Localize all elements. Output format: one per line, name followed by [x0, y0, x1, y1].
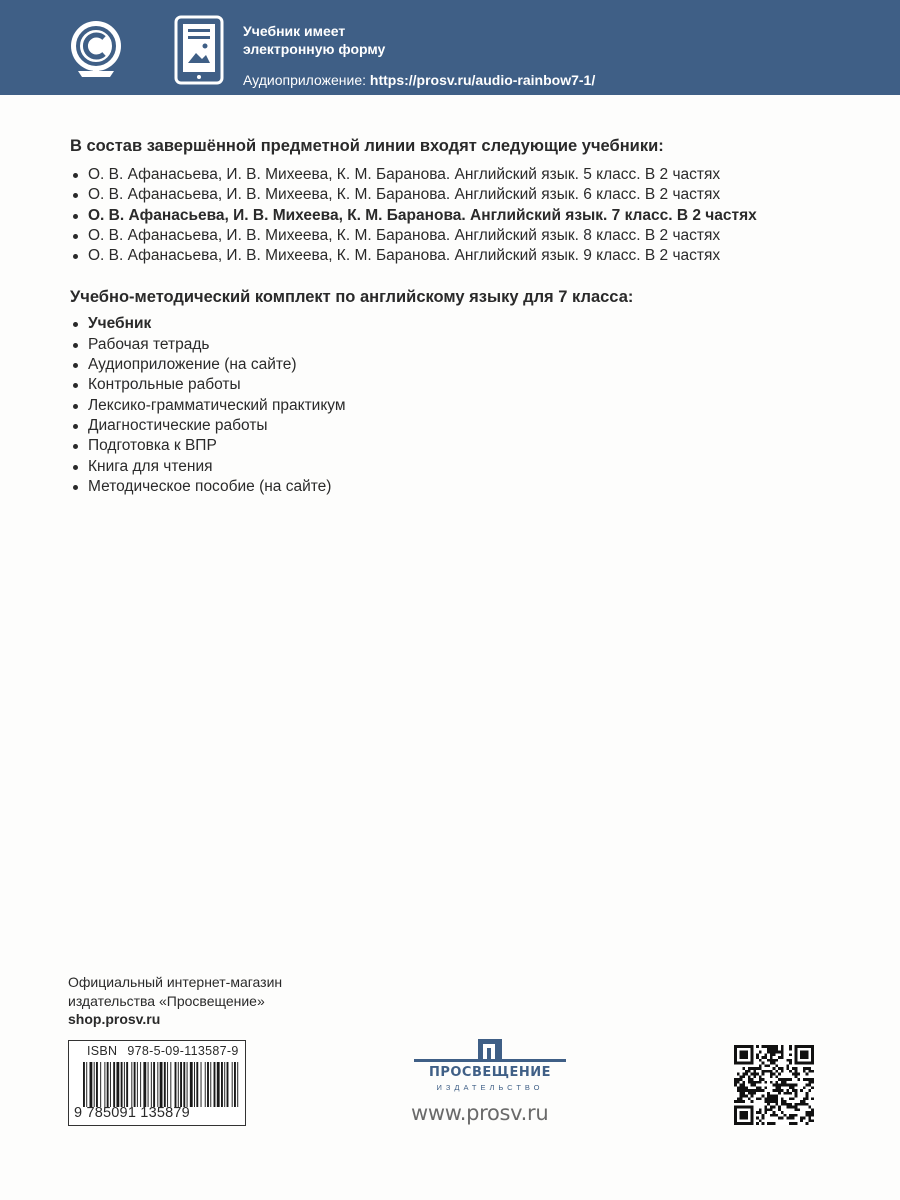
audio-line: [243, 71, 595, 89]
kit-item: Лексико-грамматический практикум: [70, 396, 850, 416]
audio-label: Аудиоприложение:: [243, 72, 367, 88]
series-item: О. В. Афанасьева, И. В. Михеева, К. М. Баранова. Английский язык. 8 класс. В 2 частях: [70, 226, 850, 246]
kit-heading: Учебно-методический комплект по английскому языку для 7 класса:: [70, 288, 634, 307]
kit-item-current: Учебник: [70, 314, 850, 334]
audio-link[interactable]: https://prosv.ru/audio-rainbow7-1/: [369, 72, 596, 88]
eform-line1: Учебник имеет: [243, 23, 346, 39]
kit-item: Методическое пособие (на сайте): [70, 477, 850, 497]
kit-list: [70, 314, 850, 497]
main-content: [70, 135, 850, 497]
series-item: О. В. Афанасьева, И. В. Михеева, К. М. Баранова. Английский язык. 6 класс. В 2 частях: [70, 185, 850, 205]
header-band: [0, 0, 900, 95]
series-item: О. В. Афанасьева, И. В. Михеева, К. М. Баранова. Английский язык. 5 класс. В 2 частях: [70, 165, 850, 185]
copyright-c-icon: [66, 17, 126, 81]
series-item-current: О. В. Афанасьева, И. В. Михеева, К. М. Баранова. Английский язык. 7 класс. В 2 частях: [70, 206, 850, 226]
publisher-site-link[interactable]: www.prosv.ru: [411, 1101, 549, 1125]
publisher-name: ПРОСВЕЩЕНИЕ: [428, 1065, 552, 1080]
kit-item: Книга для чтения: [70, 457, 850, 477]
publisher-subtitle: ИЗДАТЕЛЬСТВО: [436, 1083, 544, 1092]
ean-digits: 9 785091 135879: [74, 1105, 190, 1121]
tablet-icon: [174, 15, 224, 85]
kit-item: Подготовка к ВПР: [70, 436, 850, 456]
isbn-number: 978-5-09-113587-9: [127, 1044, 239, 1058]
series-list: [70, 165, 850, 266]
shop-line1: Официальный интернет-магазин: [68, 974, 283, 990]
kit-item: Аудиоприложение (на сайте): [70, 355, 850, 375]
kit-item: Контрольные работы: [70, 375, 850, 395]
shop-link[interactable]: shop.prosv.ru: [68, 1011, 161, 1027]
barcode-bars-icon: [83, 1062, 239, 1107]
kit-item: Диагностические работы: [70, 416, 850, 436]
series-heading: В состав завершённой предметной линии входят следующие учебники:: [70, 137, 664, 155]
eform-notice: [243, 22, 595, 89]
eform-line2: электронную форму: [243, 41, 386, 57]
kit-item: Рабочая тетрадь: [70, 335, 850, 355]
series-item: О. В. Афанасьева, И. В. Михеева, К. М. Баранова. Английский язык. 9 класс. В 2 частях: [70, 246, 850, 266]
isbn-barcode: [68, 1040, 246, 1126]
isbn-line: [87, 1044, 239, 1058]
qr-code-icon[interactable]: [734, 1045, 814, 1125]
isbn-label: ISBN: [87, 1044, 118, 1058]
shop-line2: издательства «Просвещение»: [68, 992, 265, 1009]
shop-info: [68, 973, 282, 1029]
